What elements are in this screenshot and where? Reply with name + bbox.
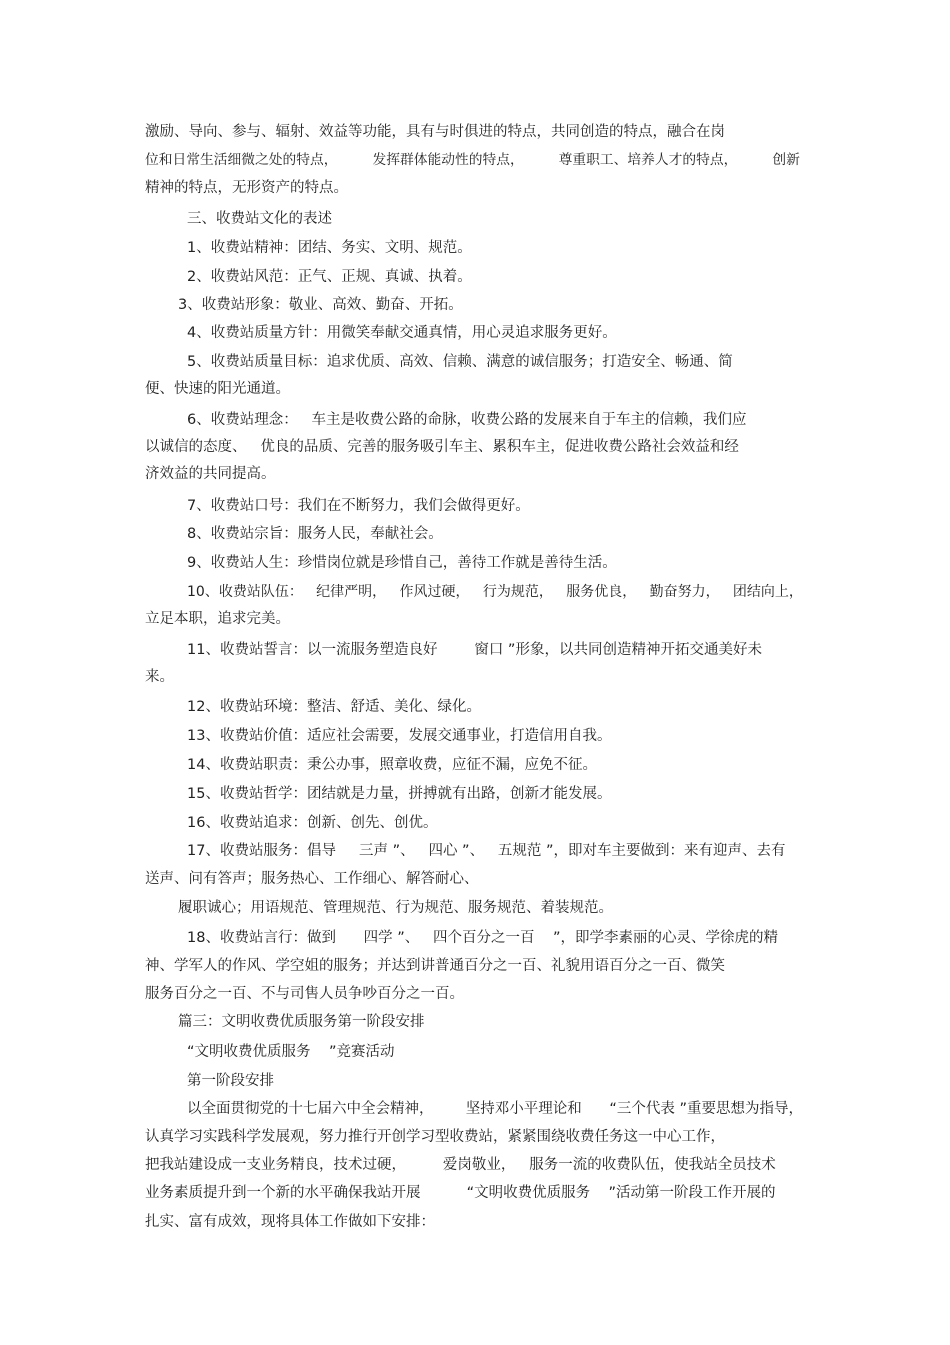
text-line: 12、收费站环境：整洁、舒适、美化、绿化。 [187, 699, 481, 715]
section-heading: 篇三：文明收费优质服务第一阶段安排 [178, 1014, 425, 1030]
text-line: 16、收费站追求：创新、创先、创优。 [187, 815, 438, 831]
section-heading: 三、收费站文化的表述 [187, 211, 332, 227]
text-line: 10、收费站队伍： 纪律严明， 作风过硬， 行为规范， 服务优良， 勤奋努力， 团结向上， [187, 584, 803, 600]
text-line: 认真学习实践科学发展观，努力推行开创学习型收费站，紧紧围绕收费任务这一中心工作， [145, 1129, 725, 1145]
text-line: 17、收费站服务：倡导 三声 ”、 四心 ”、 五规范 ”，即对车主要做到：来有迎声、去有 [187, 843, 786, 859]
text-line: 6、收费站理念： 车主是收费公路的命脉，收费公路的发展来自于车主的信赖，我们应 [187, 412, 747, 428]
text-line: 4、收费站质量方针：用微笑奉献交通真情，用心灵追求服务更好。 [187, 325, 617, 341]
text-line: 15、收费站哲学：团结就是力量，拼搏就有出路，创新才能发展。 [187, 786, 612, 802]
text-line: 履职诚心；用语规范、管理规范、行为规范、服务规范、着装规范。 [178, 900, 613, 916]
text-line: 5、收费站质量目标：追求优质、高效、信赖、满意的诚信服务；打造安全、畅通、简 [187, 354, 733, 370]
text-line: 以全面贯彻党的十七届六中全会精神， 坚持邓小平理论和 “三个代表 ”重要思想为指导， [187, 1101, 804, 1117]
text-line: 激励、导向、参与、辐射、效益等功能，具有与时俱进的特点，共同创造的特点，融合在岗 [145, 124, 725, 140]
text-line: 7、收费站口号：我们在不断努力，我们会做得更好。 [187, 498, 530, 514]
text-line: 位和日常生活细微之处的特点， 发挥群体能动性的特点， 尊重职工、培养人才的特点， 创新 [145, 152, 800, 168]
text-line: 18、收费站言行：做到 四学 ”、 四个百分之一百 ”，即学李素丽的心灵、学徐虎的精 [187, 930, 778, 946]
text-line: 业务素质提升到一个新的水平确保我站开展 “文明收费优质服务 ”活动第一阶段工作开展的 [145, 1185, 776, 1201]
text-line: 以诚信的态度、 优良的品质、完善的服务吸引车主、累积车主，促进收费公路社会效益和经 [145, 439, 739, 455]
text-line: 服务百分之一百、不与司售人员争吵百分之一百。 [145, 986, 464, 1002]
text-line: 立足本职，追求完美。 [145, 611, 290, 627]
text-line: 9、收费站人生：珍惜岗位就是珍惜自己，善待工作就是善待生活。 [187, 555, 617, 571]
text-line: 送声、问有答声；服务热心、工作细心、解答耐心、 [145, 871, 479, 887]
text-line: 把我站建设成一支业务精良，技术过硬， 爱岗敬业， 服务一流的收费队伍，使我站全员技术 [145, 1157, 776, 1173]
text-line: 2、收费站风范：正气、正规、真诚、执着。 [187, 269, 472, 285]
text-line: 精神的特点，无形资产的特点。 [145, 180, 348, 196]
text-line: 11、收费站誓言：以一流服务塑造良好 窗口 ”形象，以共同创造精神开拓交通美好未 [187, 642, 762, 658]
text-line: 济效益的共同提高。 [145, 466, 276, 482]
text-line: 13、收费站价值：适应社会需要，发展交通事业，打造信用自我。 [187, 728, 612, 744]
text-line: 8、收费站宗旨：服务人民，奉献社会。 [187, 526, 443, 542]
section-heading: “文明收费优质服务 ”竞赛活动 [187, 1044, 395, 1060]
text-line: 来。 [145, 669, 174, 685]
text-line: 3、收费站形象：敬业、高效、勤奋、开拓。 [178, 297, 463, 313]
text-line: 1、收费站精神：团结、务实、文明、规范。 [187, 240, 472, 256]
text-line: 扎实、富有成效，现将具体工作做如下安排： [145, 1214, 435, 1230]
text-line: 14、收费站职责：秉公办事，照章收费，应征不漏，应免不征。 [187, 757, 597, 773]
section-heading: 第一阶段安排 [187, 1073, 274, 1089]
text-line: 神、学军人的作风、学空姐的服务；并达到讲普通百分之一百、礼貌用语百分之一百、微笑 [145, 958, 725, 974]
text-line: 便、快速的阳光通道。 [145, 381, 290, 397]
